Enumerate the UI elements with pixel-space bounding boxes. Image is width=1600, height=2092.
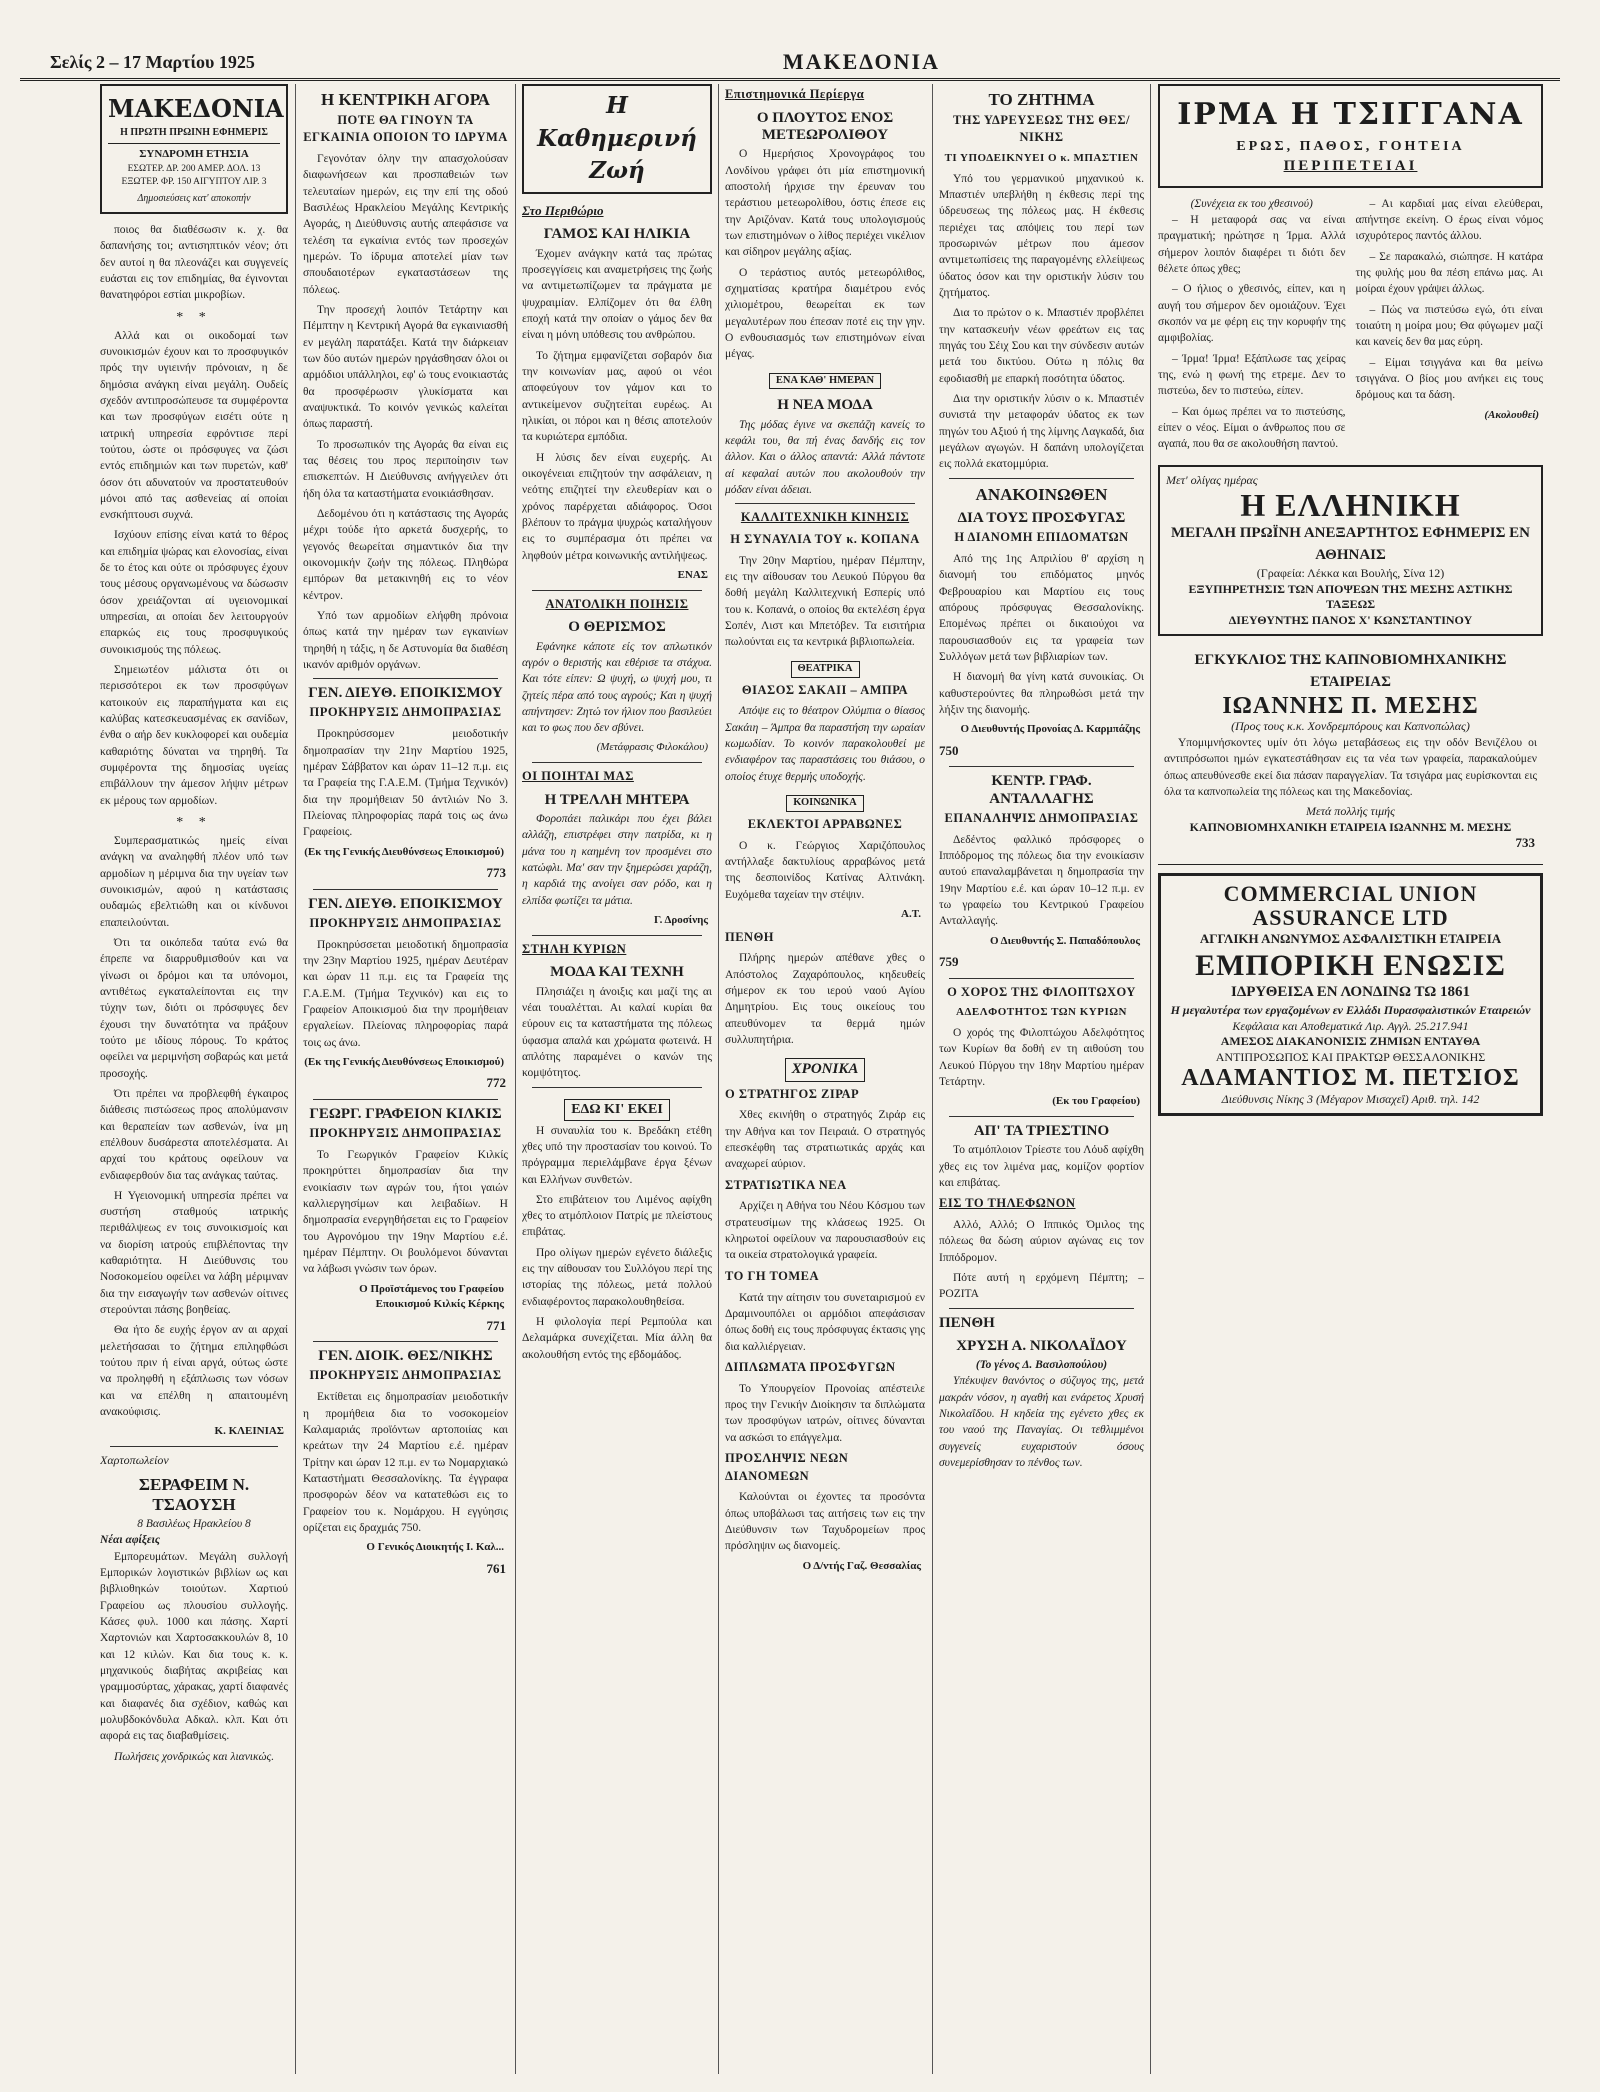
author-signature: Ο Δ/ντής Γαζ. Θεσσαλίας	[802, 1559, 921, 1572]
column-rule	[1150, 84, 1151, 2074]
ad-text: Υπομιμνήσκοντες υμίν ότι λόγω μεταβάσεως εις την οδόν Βενιζέλου οι αντιπρόσωποι ημών εγκατεστάθησαν εις τα νέα των γραφεία, παρακαλούμεν όπως απευθύνεσθε εκεί δια πάσαν παραγγελίαν. Τα τσιγάρα μας ευρίσκονται εις όλα τα καπνοπωλεία της πόλεως και της Μακεδονίας.	[1164, 737, 1537, 798]
author-signature: Α.Τ.	[901, 908, 921, 921]
divider	[313, 889, 498, 890]
divider	[949, 1116, 1134, 1117]
announcement-title: ΚΕΝΤΡ. ΓΡΑΦ. ΑΝΤΑΛΛΑΓΗΣ	[989, 773, 1094, 807]
novel-paragraph: – Σε παρακαλώ, σιώπησε. Η κατάρα της φυλής μου θα πέση επάνω μας. Αι μοίραι έχουν γράψει άλλως.	[1355, 250, 1543, 296]
article-title: Ο ΣΤΡΑΤΗΓΟΣ ΖΙΡΑΡ	[725, 1086, 860, 1101]
novel-paragraph: – Είμαι τσιγγάνα και θα μείνω τσιγγάνα. Ο βίος μου ανήκει εις τους δρόμους και τα δάση.	[1355, 356, 1543, 402]
article-paragraph: Πλήρης ημερών απέθανε χθες ο Απόστολος Ζαχαρόπουλος, κηδευθείς σήμερον εκ του ιερού ναού Αγίου Δημητρίου. Εις τους οικείους του απευθύνομεν τα θερμά ημών συλλυπητήρια.	[725, 952, 925, 1047]
article-title: ΑΠ' ΤΑ ΤΡΙΕΣΤΙΝΟ	[973, 1123, 1110, 1140]
column-4	[725, 84, 925, 2074]
divider	[949, 1308, 1134, 1309]
section-tag: ΑΝΑΤΟΛΙΚΗ ΠΟΙΗΣΙΣ	[545, 596, 689, 611]
section-tag: ΘΕΑΤΡΙΚΑ	[791, 661, 860, 678]
novel-column-b	[1356, 196, 1544, 457]
announcement-signature: Ο Προϊστάμενος του Γραφείου Εποικισμού Κιλκίς Κέρκης	[359, 1282, 504, 1311]
author-signature: (Μετάφρασις Φιλοκάλου)	[596, 741, 708, 754]
author-signature: Γ. Δροσίνης	[653, 914, 708, 927]
ad-line: (Γραφεία: Λέκκα και Βουλής, Σίνα 12)	[1256, 566, 1445, 581]
announcement-text: Προκηρύσσομεν μειοδοτικήν δημοπρασίαν την 21ην Μαρτίου 1925, ημέραν Σάββατον και ώραν 11–12 π.μ. εις τα Γραφεία της Γ.Α.Ε.Μ. (Τμήμα Τεχνικόν) δια την προμήθειαν 50 άντλιών Νο 3. Πλείονας πληροφορίας παρά τοις ως άνω Γραφείοις.	[303, 728, 508, 839]
article-paragraph: Η διανομή θα γίνη κατά συνοικίας. Οι καθυστερούντες θα πληρωθώσι μετά την λήξιν της διανομής.	[939, 671, 1144, 717]
article-paragraph: Πλησιάζει η άνοιξις και μαζί της αι νέαι τουαλέτται. Αι καλαί κυρίαι θα εύρουν εις τα καταστήματα της πόλεως ύφασμα απαλά και χρώματα φωτεινά. Η απλότης παραμένει ο κανών της κομψότητος.	[522, 985, 712, 1080]
article-paragraph: Την προσεχή λοιπόν Τετάρτην και Πέμπτην η Κεντρική Αγορά θα εγκαινιασθή εν μεγάλη παρατάξει. Κατά την διάρκειαν των δύο αυτών ημερών ηργάσθησαν όλοι οι αρμόδιοι υπάλληλοι, εφ' ώ τους ενοικιαστάς θα προσφέρωσιν γλυκίσματα και αναψυκτικά. Το κοινόν γενικώς καλείται όπως παραστή.	[303, 304, 508, 431]
announcement-title: ΓΕΝ. ΔΙΟΙΚ. ΘΕΣ/ΝΙΚΗΣ	[318, 1348, 493, 1365]
section-tag: Επιστημονικά Περίεργα	[725, 87, 865, 101]
divider	[110, 1446, 278, 1447]
section-tag: ΟΙ ΠΟΙΗΤΑΙ ΜΑΣ	[522, 769, 634, 784]
section-tag: ΚΑΛΛΙΤΕΧΝΙΚΗ ΚΙΝΗΣΙΣ	[740, 510, 910, 525]
article-subtitle: (Το γένος Δ. Βασιλοπούλου)	[975, 1359, 1108, 1372]
announcement-title: ΓΕΝ. ΔΙΕΥΘ. ΕΠΟΙΚΙΣΜΟΥ	[308, 685, 503, 702]
article-title: Η ΝΕΑ ΜΟΔΑ	[777, 397, 873, 414]
advertisement-elliniki	[1158, 465, 1543, 637]
announcement-number: 759	[939, 954, 959, 970]
article-title: ΤΟ ΖΗΤΗΜΑ	[988, 90, 1095, 109]
column-rule	[932, 84, 933, 2074]
article-paragraph: Η συναυλία του κ. Βρεδάκη ετέθη χθες υπό την προστασίαν του κοινού. Το πρόγραμμα περιελάμβανε έργα ξένων και Ελλήνων συνθετών.	[522, 1124, 712, 1186]
article-paragraph: Η φιλολογία περί Ρεμπούλα και Δελαμάρκα συνεχίζεται. Μία άλλη θα ακολουθήση εντός της εβδομάδος.	[522, 1316, 712, 1361]
divider	[313, 1341, 498, 1342]
ornament: * *	[176, 815, 212, 831]
box-line3: Δημοσιεύσεις κατ' αποκοπήν	[137, 192, 251, 204]
novel-paragraph: – Ίρμα! Ίρμα! Εξάπλωσε τας χείρας της, ενώ η φωνή της ετρεμε. Δεν το πιστεύω, δεν το πιστεύω, είπεν.	[1158, 352, 1346, 398]
section-banner: Η Καθημερινή Ζωή	[537, 92, 697, 185]
column-5	[939, 84, 1144, 2074]
article-paragraph: Ο κ. Γεώργιος Χαριζόπουλος αντήλλαξε δακτυλίους αρραβώνος μετά της δεσποινίδος Κατίνας Αλτινάκη. Ευχόμεθα ταχείαν την στέψιν.	[725, 839, 925, 901]
article-paragraph: Ο τεράστιος αυτός μετεωρόλιθος, σχηματίσας κρατήρα διαμέτρου ενός χιλιομέτρου, θεωρείται εκ των μεγαλυτέρων που έπεσαν ποτέ εις την γην. Ο ενθουσιασμός των επιστημόνων είναι μέγας.	[725, 266, 925, 361]
announcement-text: Δεδέντος φαλλικό πρόσφορες ο Ιππόδρομος της πόλεως δια την ενοικίασιν αυτού επαναλαμβάνεται η δημοπρασία την 19ην Μαρτίου ε.έ. και ώραν 10–12 π.μ. εν τω γραφείω του Κεντρικού Γραφείου Ανταλλαγής.	[939, 833, 1144, 928]
ad-top: ΕΓΚΥΚΛΙΟΣ ΤΗΣ ΚΑΠΝΟΒΙΟΜΗΧΑΝΙΚΗΣ ΕΤΑΙΡΕΙΑΣ	[1194, 652, 1507, 690]
article-title: ΘΙΑΣΟΣ ΣΑΚΑΙΙ – ΑΜΠΡΑ	[741, 682, 909, 697]
article-paragraph: Αρχίζει η Αθήνα του Νέου Κόσμου των στρατευσίμων της κλάσεως 1925. Οι κληρωτοί οφείλουν να παρουσιασθούν εις τα οικεία στρατολογικά γραφεία.	[725, 1200, 925, 1262]
ad-signature-2: ΚΑΠΝΟΒΙΟΜΗΧΑΝΙΚΗ ΕΤΑΙΡΕΙΑ ΙΩΑΝΝΗΣ Μ. ΜΕΣΗΣ	[1189, 819, 1512, 834]
article-title: Ο ΧΟΡΟΣ ΤΗΣ ΦΙΛΟΠΤΩΧΟΥ	[947, 984, 1136, 999]
announcement-title: ΓΕΝ. ΔΙΕΥΘ. ΕΠΟΙΚΙΣΜΟΥ	[308, 895, 503, 912]
article-paragraph: Δια το πρώτον ο κ. Μπαστιέν προβλέπει την κατασκευήν νέων φρεάτων εις τας πηγάς του Σέιχ Σου και την σύνδεσιν αυτών μετά του δικτύου. Ούτω η πόλις θα εφοδιασθή με επαρκή ποσότητα ύδατος.	[939, 307, 1144, 385]
announcement-number: 772	[486, 1075, 506, 1091]
article-paragraph: Ο χορός της Φιλοπτώχου Αδελφότητος των Κυρίων θα δοθή εν τη αιθούση του Λευκού Πύργου την 18ην Μαρτίου ημέραν Τετάρτην.	[939, 1027, 1144, 1089]
novel-subtitle-2: ΠΕΡΙΠΕΤΕΙΑΙ	[1283, 158, 1418, 175]
box-sub2: ΣΥΝΔΡΟΜΗ ΕΤΗΣΙΑ	[139, 148, 249, 161]
ad-line: ΙΔΡΥΘΕΙΣΑ ΕΝ ΛΟΝΔΙΝΩ ΤΩ 1861	[1231, 983, 1470, 1000]
novel-header-box	[1158, 84, 1543, 188]
article-title: Ο ΠΛΟΥΤΟΣ ΕΝΟΣ ΜΕΤΕΩΡΟΛΙΘΟΥ	[756, 109, 894, 143]
box-line2: ΕΞΩΤΕΡ. ΦΡ. 150 ΑΙΓΥΠΤΟΥ ΛΙΡ. 3	[121, 177, 267, 188]
section-tag: ΧΡΟΝΙΚΑ	[785, 1058, 866, 1081]
announcement-number: 750	[939, 743, 959, 758]
author-signature: (Εκ του Γραφείου)	[1052, 1095, 1140, 1108]
paper-name: ΜΑΚΕΔΟΝΙΑ	[782, 49, 940, 74]
article-paragraph: Ότι πρέπει να προβλεφθή έγκαιρος διάθεσις πιστώσεως προς απολύμανσιν και θεραπείαν των ασθενών, ίνα μη επέλθουν δυσάρεστα αποτελέσματα. Αι αρχαί του κράτους οφείλουν να ενδιαφερθούν δια τας ανάγκας ταύτας.	[100, 1087, 288, 1182]
ad-line: ΕΞΥΠΗΡΕΤΗΣΙΣ ΤΩΝ ΑΠΟΨΕΩΝ ΤΗΣ ΜΕΣΗΣ ΑΣΤΙΚΗΣ ΤΑΞΕΩΣ	[1188, 581, 1513, 612]
ad-head: Χαρτοπωλείον	[100, 1453, 169, 1468]
ad-line: ΑΜΕΣΟΣ ΔΙΑΚΑΝΟΝΙΣΙΣ ΖΗΜΙΩΝ ΕΝΤΑΥΘΑ	[1220, 1034, 1481, 1049]
article-paragraph: Το προσωπικόν της Αγοράς θα είναι εις τας θέσεις του προς περιποίησιν των επισκεπτών. Η Διεύθυνσις ανήγγειλεν ότι ήδη όλα τα καταστήματα ενοικιάσθησαν.	[303, 438, 508, 500]
article-paragraph: Η Υγειονομική υπηρεσία πρέπει να συστήση σταθμούς ιατρικής περιθάλψεως εν τοις συνοικισμοίς και να διορίση ιατρούς επιβλέποντας την καθαριότητα. Η Διεύθυνσις του Νοσοκομείου οφείλει να λάβη μέριμναν δια την εισαγωγήν των ασθενών οίτινες στερούνται πάσης βοηθείας.	[100, 1189, 288, 1317]
divider	[532, 590, 702, 591]
article-paragraph: Στο επιβάτειον του Λιμένος αφίχθη χθες το ατμόπλοιον Πατρίς με πλείστους επιβάτας.	[522, 1193, 712, 1239]
article-paragraph: Θα ήτο δε ευχής έργον αν αι αρχαί μελετήσασαι το ζήτημα επιληφθώσι τούτου πριν ή είναι αργά, ούτως ώστε να προληφθή η εξάπλωσις των νόσων και να επέλθη η απαιτουμένη ανακούφισις.	[100, 1324, 288, 1419]
article-paragraph: Ότι τα οικόπεδα ταύτα ενώ θα έπρεπε να διαρρυθμισθούν και να γίνωσι οι δρόμοι και τα υπόνομοι, αντιθέτως εγκαταλείπονται εις την τύχην των, διότι οι πρόσφυγες δεν έχουσι την δυνατότητα να πράξουν τούτο με ιδίους πόρους. Το κράτος οφείλει να μεριμνήση σοβαρώς και μετά προσοχής.	[100, 936, 288, 1080]
article-paragraph: Φοροπάει παλικάρι που έχει βάλει αλλάζη, επιστρέφει στην πατρίδα, κι η μάνα του η καημένη τον προσμένει στο κατώφλι. Μα' σαν την ξημερώσει χαράζη, η καρδιά της ανοίγει σαν ρόδο, και η ελπίδα φωτίζει τα μάτια.	[522, 813, 712, 907]
article-subtitle: ΠΟΤΕ ΘΑ ΓΙΝΟΥΝ ΤΑ ΕΓΚΑΙΝΙΑ ΟΠΟΙΟΝ ΤΟ ΙΔΡΥΜΑ	[303, 112, 508, 145]
divider	[313, 678, 498, 679]
novel-body	[1158, 196, 1543, 457]
novel-column-a	[1158, 196, 1346, 457]
section-tag: ΚΟΙΝΩΝΙΚΑ	[786, 795, 863, 812]
article-paragraph: Πότε αυτή η ερχόμενη Πέμπτη; – ΡΟΖΙΤΑ	[939, 1271, 1144, 1301]
continued-note: (Συνέχεια εκ του χθεσινού)	[1190, 197, 1313, 210]
ad-title: ΕΜΠΟΡΙΚΗ ΕΝΩΣΙΣ	[1195, 948, 1506, 982]
article-paragraph: Το ζήτημα εμφανίζεται σοβαρόν δια την κοινωνίαν μας, αφού οι νέοι αποφεύγουν τον γάμον και το αντικείμενον συζητείται ευρέως. Αι ηλικίαι, οι πόροι και η θέσις αποτελούν τα κυριώτερα εμπόδια.	[522, 349, 712, 444]
to-be-continued: (Ακολουθεί)	[1484, 408, 1539, 421]
divider	[532, 935, 702, 936]
advertisement-mesis	[1158, 644, 1543, 865]
article-paragraph: Ισχύουν επίσης είναι κατά το θέρος και επιδημία ψώρας και ελονοσίας, είναι δε το έτος και ούτε οι πρόσφυγες έχουν τους μέσους οργανωμένους να δώσωσιν όσον χρειάζονται αί υγειονομικαί υπηρεσίαι, αι οποίαι δεν λειτουργούν επαρκώς εις τους προσφυγικούς συνοικισμούς της πόλεως.	[100, 529, 288, 656]
announcement-title: ΓΕΩΡΓ. ΓΡΑΦΕΙΟΝ ΚΙΛΚΙΣ	[309, 1105, 502, 1122]
ad-sub: Νέαι αφίξεις	[100, 1534, 160, 1547]
novel-paragraph: – Η μεταφορά σας να είναι πραγματική; ηρώτησε η Ίρμα. Αλλά σήμερον λοιπόν διαφέρει τι διότι δεν θέλετε όπως χθες;	[1158, 214, 1346, 276]
article-paragraph: Υπέκυψεν θανόντος ο σύζυγος της, μετά μακράν νόσον, η αγαθή και ενάρετος Χρυσή Νικολαΐδου. Η κηδεία της εγένετο χθες εκ του ναού της Παναγίας. Οι τεθλιμμένοι συγγενείς ευχαριστούν όσους συνεμερίσθησαν το πένθος των.	[939, 1375, 1144, 1470]
article-title: ΔΙΠΛΩΜΑΤΑ ΠΡΟΣΦΥΓΩΝ	[725, 1359, 896, 1374]
author-signature: Κ. ΚΛΕΙΝΙΑΣ	[214, 1425, 284, 1438]
article-title: ΓΑΜΟΣ ΚΑΙ ΗΛΙΚΙΑ	[543, 226, 691, 243]
article-title: ΕΙΣ ΤΟ ΤΗΛΕΦΩΝΟΝ	[939, 1196, 1076, 1211]
ad-subtitle: (Προς τους κ.κ. Χονδρεμπόρους και Καπνοπώλας)	[1231, 719, 1470, 734]
column-6	[1158, 84, 1543, 2074]
ad-line: Διεύθυνσις Νίκης 3 (Μέγαρον Μισαχεΐ) Αριθ. τηλ. 142	[1221, 1091, 1480, 1106]
ad-number: 733	[1515, 834, 1535, 850]
article-paragraph: Έχομεν ανάγκην κατά τας πρώτας προσεγγίσεις και αναμετρήσεις της ζωής να αντιμετωπίζωμεν τα πράγματα με ψυχραιμίαν. Ελπίζομεν ότι θα έλθη εποχή κατά την οποίαν ο γάμος δεν θα είναι η μόνη υπόθεσις του ανθρώπου.	[522, 247, 712, 342]
announcement-signature: (Εκ της Γενικής Διευθύνσεως Εποικισμού)	[304, 1055, 504, 1068]
section-tag: ΕΝΑ ΚΑΘ' ΗΜΕΡΑΝ	[769, 373, 881, 390]
box-subtitle: Η ΠΡΩΤΗ ΠΡΩΙΝΗ ΕΦΗΜΕΡΙΣ	[108, 126, 280, 144]
article-subtitle: ΤΗΣ ΥΔΡΕΥΣΕΩΣ ΤΗΣ ΘΕΣ/ΝΙΚΗΣ	[953, 112, 1130, 145]
article-title: Η ΚΕΝΤΡΙΚΗ ΑΓΟΡΑ	[321, 90, 490, 109]
advertisement-commercial-union	[1158, 873, 1543, 1116]
section-tag: ΣΤΗΛΗ ΚΥΡΙΩΝ	[522, 941, 627, 956]
novel-subtitle: ΕΡΩΣ, ΠΑΘΟΣ, ΓΟΗΤΕΙΑ	[1236, 138, 1465, 154]
article-paragraph: ποιος θα διαθέσωσιν κ. χ. θα δαπανήσης τοι; αντισηπτικόν νέον; ότι δεν αυτοί η θα πλεονάζει και συγγενείς ευάσται εις τον επιδημίας, θα έγινονται θανατηφόροι εστίαι μικροβίων.	[100, 224, 288, 302]
page-date: Σελίς 2 – 17 Μαρτίου 1925	[50, 51, 255, 72]
author-signature: ΕΝΑΣ	[677, 568, 708, 581]
divider	[313, 1099, 498, 1100]
article-title: ΑΝΑΚΟΙΝΩΘΕΝ	[975, 484, 1108, 504]
announcement-subtitle: ΠΡΟΚΗΡΥΞΙΣ ΔΗΜΟΠΡΑΣΙΑΣ	[309, 1368, 502, 1383]
article-paragraph: Δια την οριστικήν λύσιν ο κ. Μπαστιέν συνιστά την μεταφοράν ύδατος εκ των πηγών του Αξιού ή της λίμνης Λαγκαδά, δια μεγάλων αγωγών. Η δαπάνη υπολογίζεται εις πολλά εκατομμύρια.	[939, 392, 1144, 471]
novel-paragraph: – Πώς να πιστεύσω εγώ, ότι είναι τοιαύτη η μοίρα μου; Θα φύγωμεν μαζί και κανείς δεν θα μας εύρη.	[1355, 303, 1543, 349]
section-tag: Στο Περιθώριο	[522, 202, 604, 218]
column-1	[100, 84, 288, 2074]
announcement-text: Εκτίθεται εις δημοπρασίαν μειοδοτικήν η προμήθεια δια το νοσοκομείον Καλαμαριάς προϊόντων αρτοποιίας και κρεάτων την 24 Μαρτίου ε.έ. ημέραν Τρίτην και ώραν 12 π.μ. εν τω Νομαρχιακώ Καταστήματι Θεσσαλονίκης. Τα έγγραφα προσφορών δέον να κατατεθώσι εις το Γραφείον του κ. Νομάρχου. Η εγγύησις ορίζεται εις δραχμάς 750.	[303, 1391, 508, 1534]
article-title: ΠΕΝΘΗ	[939, 1314, 995, 1331]
announcement-signature: Ο Γενικός Διοικητής Ι. Καλ...	[366, 1541, 504, 1554]
ad-end: Πωλήσεις χονδρικώς και λιανικώς.	[114, 1750, 275, 1763]
article-title: ΕΚΛΕΚΤΟΙ ΑΡΡΑΒΩΝΕΣ	[747, 816, 903, 831]
article-paragraph: Κατά την αίτησιν του συνεταιρισμού εν Δραμινουπόλει οι αρμόδιοι απεφάσισαν όπως δοθή εις τους πρόσφυγας έκτασις γης δια καλλιέργειαν.	[725, 1291, 925, 1353]
article-paragraph: Προ ολίγων ημερών εγένετο διάλεξις εις την αίθουσαν του Συλλόγου περί της ιστορίας της πόλεως, μετά πολλού ενδιαφέροντος παρακολουθηθείσα.	[522, 1246, 712, 1308]
article-paragraph: Η λύσις δεν είναι ευχερής. Αι οικογένειαι επιζητούν την ασφάλειαν, η νεότης επιζητεί την ελευθερίαν και ο χρόνος παρέρχεται αδιάφορος. Όσοι βλέπουν το πράγμα ψυχρώς καταλήγουν εις το συμπέρασμα ότι πρέπει να ληφθούν μέτρα κοινωνικής αντιλήψεως.	[522, 451, 712, 562]
article-title: ΜΟΔΑ ΚΑΙ ΤΕΧΝΗ	[550, 964, 684, 981]
box-title: ΜΑΚΕΔΟΝΙΑ	[108, 94, 284, 123]
article-title: Η ΣΥΝΑΥΛΙΑ ΤΟΥ κ. ΚΟΠΑΝΑ	[730, 532, 920, 547]
column-rule	[295, 84, 296, 2074]
ad-subtitle: ΑΓΓΛΙΚΗ ΑΝΩΝΥΜΟΣ ΑΣΦΑΛΙΣΤΙΚΗ ΕΤΑΙΡΕΙΑ	[1199, 931, 1502, 947]
divider	[949, 478, 1134, 479]
divider	[532, 1087, 702, 1088]
article-paragraph: Δεδομένου ότι η κατάστασις της Αγοράς μέχρι τούδε ήτο αρκετά δυσχερής, το γεγονός θεωρείται σημαντικόν δια την οικονομικήν ζωήν της πόλεως. Πληθώρα εμπόρων θα μετακινηθή εις το νέον κέντρον.	[303, 507, 508, 602]
article-paragraph: Συμπερασματικώς ημείς είναι ανάγκη να αναληφθή πλέον υπό των αρμοδίων η μέριμνα δια την υγείαν των συνοικισμών, αφού η κατάστασις ουδαμώς εβελτιώθη και οι κίνδυνοι επαπειλούνται.	[100, 834, 288, 929]
announcement-signature: Ο Διευθυντής Σ. Παπαδόπουλος	[989, 934, 1140, 947]
article-title: Ο ΘΕΡΙΣΜΟΣ	[568, 619, 666, 636]
article-title: ΤΟ ΓΗ ΤΟΜΕΑ	[725, 1268, 820, 1283]
divider	[949, 766, 1134, 767]
article-paragraph: Εφάνηκε κάποτε είς τον απλωτικόν αγρόν ο θεριστής και εθέρισε τα στάχυα. Και τότε είπεν: Ω ψυχή, ω ψυχή μου, τι ζητείς πέρα από τους αγρούς; Και η ψυχή απήντησεν: Ζητώ τον ήλιον που βασιλεύει και το φως που δεν σβύνει.	[522, 640, 712, 735]
article-paragraph: Αλλό, Αλλό; Ο Ιππικός Όμιλος της πόλεως θα δώση αύριον αγώνας εις τον Ιππόδρομον.	[939, 1219, 1144, 1264]
ad-signature: Μετά πολλής τιμής	[1305, 804, 1396, 819]
page-header	[20, 49, 1560, 81]
subscription-box	[100, 84, 288, 214]
article-paragraph: Της μόδας έγινε να σκεπάζη κανείς το κεφάλι του, θα πή ένας δανδής εις τον άλλον. Και ο άλλος απαντά: Αλλά πάντοτε αί κεφαλαί αυτών που ακολουθούν την μόδαν είναι άδειαι.	[725, 418, 925, 496]
announcement-number: 773	[486, 865, 506, 881]
ad-address: 8 Βασιλέως Ηρακλείου 8	[137, 1518, 251, 1531]
article-paragraph: Την 20ην Μαρτίου, ημέραν Πέμπτην, εις την αίθουσαν του Λευκού Πύργου θα δοθή μεγάλη Καλλιτεχνική Εσπερίς υπό του κ. Κοπανά, ο οποίος θα εκτελέση έργα Σοπέν, Λιστ και Μπετόβεν. Τα εισιτήρια πωλούνται εις τα κεντρικά βιβλιοπωλεία.	[725, 554, 925, 649]
article-subtitle: ΤΙ ΥΠΟΔΕΙΚΝΥΕΙ Ο κ. ΜΠΑΣΤΙΕΝ	[944, 152, 1139, 165]
ad-top: COMMERCIAL UNION ASSURANCE LTD	[1223, 880, 1478, 931]
column-2	[303, 84, 508, 2074]
article-paragraph: Απόψε εις το θέατρον Ολύμπια ο θίασος Σακάιη – Άμπρα θα παραστήση την ωραίαν κωμωδίαν. Το κοινόν παρακολουθεί με ενδιαφέρον τας παραστάσεις του θιάσου, ο οποίος έτυχε θερμής υποδοχής.	[725, 705, 925, 783]
article-paragraph: Το ατμόπλοιον Τρίεστε του Λόυδ αφίχθη χθες εις τον λιμένα μας, κομίζον φορτίον και επιβάτας.	[939, 1144, 1144, 1189]
article-paragraph: Γεγονόταν όλην την απασχολούσαν διαφωνήσεων και προσπαθειών των τελευταίων ημερών, εις την επί της οδού Βασιλέως Ηρακλείου Μεγάλης Κεντρικής Αγοράς, η Διεύθυνσις αυτής απεφάσισε να τελέση τα εγκαίνια εντός των προσεχών ημερών. Το ίδρυμα αποτελεί μίαν των σπουδαιοτέρων εγκαταστάσεων της πόλεως.	[303, 153, 508, 296]
article-title: ΣΤΡΑΤΙΩΤΙΚΑ ΝΕΑ	[725, 1177, 847, 1192]
ad-title: ΙΩΑΝΝΗΣ Π. ΜΕΣΗΣ	[1222, 693, 1479, 720]
article-paragraph: Καλούνται οι έχοντες τα προσόντα όπως υποβάλωσι τας αιτήσεις των εις την Διεύθυνσιν των Ταχυδρομείων προς πρόσληψιν ως διανομείς.	[725, 1491, 925, 1553]
article-subtitle: ΑΔΕΛΦΟΤΗΤΟΣ ΤΩΝ ΚΥΡΙΩΝ	[956, 1006, 1127, 1019]
ad-line: Κεφάλαια και Αποθεματικά Λιρ. Αγγλ. 25.217.941	[1232, 1018, 1469, 1033]
announcement-subtitle: ΠΡΟΚΗΡΥΞΙΣ ΔΗΜΟΠΡΑΣΙΑΣ	[309, 705, 502, 720]
article-paragraph: Υπό των αρμοδίων ελήφθη πρόνοια όπως κατά την ημέραν των εγκαινίων τηρηθή η τάξις, η δε Αστυνομία θα διαθέση ικανόν αριθμόν οργάνων.	[303, 609, 508, 671]
article-title: Η ΤΡΕΛΛΗ ΜΗΤΕΡΑ	[544, 791, 690, 808]
ad-title: Η ΕΛΛΗΝΙΚΗ	[1240, 487, 1461, 524]
announcement-subtitle: ΕΠΑΝΑΛΗΨΙΣ ΔΗΜΟΠΡΑΣΙΑΣ	[944, 810, 1139, 825]
article-title: ΠΡΟΣΛΗΨΙΣ ΝΕΩΝ ΔΙΑΝΟΜΕΩΝ	[725, 1450, 849, 1483]
article-subtitle: ΧΡΥΣΗ Α. ΝΙΚΟΛΑΪΔΟΥ	[956, 1337, 1127, 1354]
novel-paragraph: – Αι καρδιαί μας είναι ελεύθεραι, απήντησε εκείνη. Ο έρως είναι νόμος ισχυρότερος παντός άλλου.	[1355, 197, 1543, 243]
article-paragraph: Από της 1ης Απριλίου θ' αρχίση η διανομή του επιδόματος μηνός Φεβρουαρίου και Μαρτίου εις τους απόρους πρόσφυγας Θεσσαλονίκης. Επομένως πρέπει οι δικαιούχοι να παρουσιασθούν εις τα γραφεία των Συλλόγων μετά των βιβλιαρίων των.	[939, 553, 1144, 664]
announcement-subtitle: ΠΡΟΚΗΡΥΞΙΣ ΔΗΜΟΠΡΑΣΙΑΣ	[309, 1126, 502, 1141]
article-paragraph: Χθες εκινήθη ο στρατηγός Ζιράρ εις την Αθήνα και τον Πειραιά. Ο στρατηγός επεσκέφθη τας στρατιωτικάς αρχάς και αναχωρεί αύριον.	[725, 1109, 925, 1171]
article-paragraph: Ο Ημερήσιος Χρονογράφος του Λονδίνου γράφει ότι μία επιστημονική αποστολή ήρχισε την έρευναν του τεράστιου μετεωρολίθου, όστις έπεσε εις την Αριζόναν. Κατά τους υπολογισμούς των επιστημόνων ο λίθος περιέχει νικέλιον και σίδηρον μεγάλης αξίας.	[725, 148, 925, 259]
ad-subtitle: ΜΕΓΑΛΗ ΠΡΩΪΝΗ ΑΝΕΞΑΡΤΗΤΟΣ ΕΦΗΜΕΡΙΣ ΕΝ ΑΘΗΝΑΙΣ	[1171, 525, 1530, 563]
article-paragraph: Το Υπουργείον Προνοίας απέστειλε προς την Γενικήν Διοίκησιν τα διπλώματα των προσφύγων ιατρών, οίτινες δύνανται να ασκώσι το επάγγελμα.	[725, 1382, 925, 1444]
announcement-signature: Ο Διευθυντής Προνοίας Δ. Καρμπάζης	[960, 723, 1140, 736]
section-tag: ΕΔΩ ΚΙ' ΕΚΕΙ	[564, 1099, 670, 1121]
ad-line: Η μεγαλυτέρα των εργαζομένων εν Ελλάδι Πυρασφαλιστικών Εταιρειών	[1170, 1003, 1531, 1018]
article-paragraph: Αλλά και οι οικοδομαί των συνοικισμών έχουν και το προσφυγικόν πρός την υγιεινήν πρόνοιαν, η δε δημόσια ανάγκη είναι μεγάλη. Ουδείς σχεδόν αντιπροσώπευσε τα συμφέροντα και των προσφύγων εισέτι ούτε η ιατρική υπηρεσία εφρόντισε περί τούτου, ώστε οι πρόσφυγες να ζώσι εντός επιδημιών και των πυρετών, καθ' όσον ότι αδυνατούν να προστατευθούν μόνοι από τας ασθενείας αί οποίαι ενσκήπτουσι συχνά.	[100, 329, 288, 522]
ad-name: ΑΔΑΜΑΝΤΙΟΣ Μ. ΠΕΤΣΙΟΣ	[1181, 1065, 1520, 1092]
article-paragraph: Σημειωτέον μάλιστα ότι οι περισσότεροι εκ των προσφύγων κατοικούν εις παραπήγματα και εις καλύβας κατεσκευασμένας εκ σανίδων, ένθα ο αήρ δεν κυκλοφορεί και ουδεμία καθαριότης δύναται να τηρηθή. Τα συμφέροντα της δημοσίας υγείας επιβάλλουν την άμεσον λήψιν μέτρων εκ μέρους των αρμοδίων.	[100, 664, 288, 807]
column-3	[522, 84, 712, 2074]
ad-name: ΣΕΡΑΦΕΙΜ Ν. ΤΣΑΟΥΣΗ	[138, 1475, 250, 1514]
column-rule	[718, 84, 719, 2074]
article-paragraph: Υπό του γερμανικού μηχανικού κ. Μπαστιέν υπεβλήθη η έκθεσις περί της ύδρευσεως της πόλεως μας. Η έκθεσις περιέχει τας απόψεις του περί των προσωρινών μέτρων που άμεσον αντιμετωπίσεις της παραγομένης ελλείψεως ύδατος όσον και την οριστικήν λύσιν του ζητήματος.	[939, 172, 1144, 299]
novel-title: ΙΡΜΑ Η ΤΣΙΓΓΑΝΑ	[1177, 97, 1524, 132]
announcement-text: Προκηρύσσεται μειοδοτική δημοπρασία την 23ην Μαρτίου 1925, ημέραν Δευτέραν και ώραν 11 π.μ. εις τα Γραφεία της Γ.Α.Ε.Μ. (Τμήμα Τεχνικόν) και εις το Γραφείον Αποικισμού δια την προμήθειαν εργαλείων. Πλείονας πληροφορίας παρά τοις ως άνω.	[303, 938, 508, 1049]
divider	[735, 503, 915, 504]
announcement-number: 771	[486, 1317, 506, 1333]
announcement-signature: (Εκ της Γενικής Διευθύνσεως Εποικισμού)	[304, 845, 504, 858]
announcement-text: Το Γεωργικόν Γραφείον Κιλκίς προκηρύττει δημοπρασίαν δια την ενοικίασιν των αγρών του, ήτοι γαιών καλλιεργησίμων και λειβαδίων. Η δημοπρασία ενεργηθήσεται εις το Γραφείον του Αγρονόμου την 19ην Μαρτίου ε.έ. ημέραν Πέμπτην. Οι βουλόμενοι δύνανται να λάβωσι γνώσιν των όρων.	[303, 1148, 508, 1276]
article-subtitle: ΔΙΑ ΤΟΥΣ ΠΡΟΣΦΥΓΑΣ	[957, 510, 1126, 527]
article-title: ΠΕΝΘΗ	[725, 929, 775, 944]
article-subtitle: Η ΔΙΑΝΟΜΗ ΕΠΙΔΟΜΑΤΩΝ	[954, 530, 1129, 545]
column-rule	[515, 84, 516, 2074]
novel-paragraph: – Και όμως πρέπει να το πιστεύσης, είπεν ο νέος. Είμαι ο άνθρωπος που σε αγαπά, που θα σε ακολουθήση παντού.	[1158, 405, 1346, 451]
ad-line: ΑΝΤΙΠΡΟΣΩΠΟΣ ΚΑΙ ΠΡΑΚΤΩΡ ΘΕΣΣΑΛΟΝΙΚΗΣ	[1215, 1049, 1486, 1064]
ad-text: Εμπορευμάτων. Μεγάλη συλλογή Εμπορικών λογιστικών βιβλίων ως και βιβλιοθηκών τοιούτων. Χαρτιού Γραφείου ως πλουσίου συλλογής. Κάσες φυλ. 1000 και πάσης. Χαρτί Χαρτονιών και Χαρτοσακκουλών 8, 10 και 12 κιλών. Και δια τους κ. κ. μηχανικούς διαβήτας ακριβείας και γραμμοσύρτας, χάρακας, χαρτί διαφανές και διαφανές δια σχέδιον, καθώς και μολυβδοκόνδυλα Αδκαλ. κλπ. Και ότι αφορά εις τας διαβαθμίσεις.	[100, 1550, 288, 1743]
ad-line: ΔΙΕΥΘΥΝΤΗΣ ΠΑΝΟΣ Χ' ΚΩΝΣΤΑΝΤΙΝΟΥ	[1228, 612, 1473, 627]
novel-paragraph: – Ο ήλιος ο χθεσινός, είπεν, και η αυγή του σήμερον δεν ομοιάζουν. Έχει σκοπόν να με φέρη εις την κορυφήν της αμφιβολίας.	[1158, 283, 1346, 345]
divider	[532, 762, 702, 763]
ornament: * *	[176, 309, 212, 325]
box-line1: ΕΣΩΤΕΡ. ΔΡ. 200 ΑΜΕΡ. ΔΟΛ. 13	[127, 163, 261, 174]
announcement-subtitle: ΠΡΟΚΗΡΥΞΙΣ ΔΗΜΟΠΡΑΣΙΑΣ	[309, 915, 502, 930]
banner-box	[522, 84, 712, 194]
divider	[949, 978, 1134, 979]
announcement-number: 761	[486, 1560, 506, 1576]
ad-top: Μετ' ολίγας ημέρας	[1166, 472, 1258, 487]
